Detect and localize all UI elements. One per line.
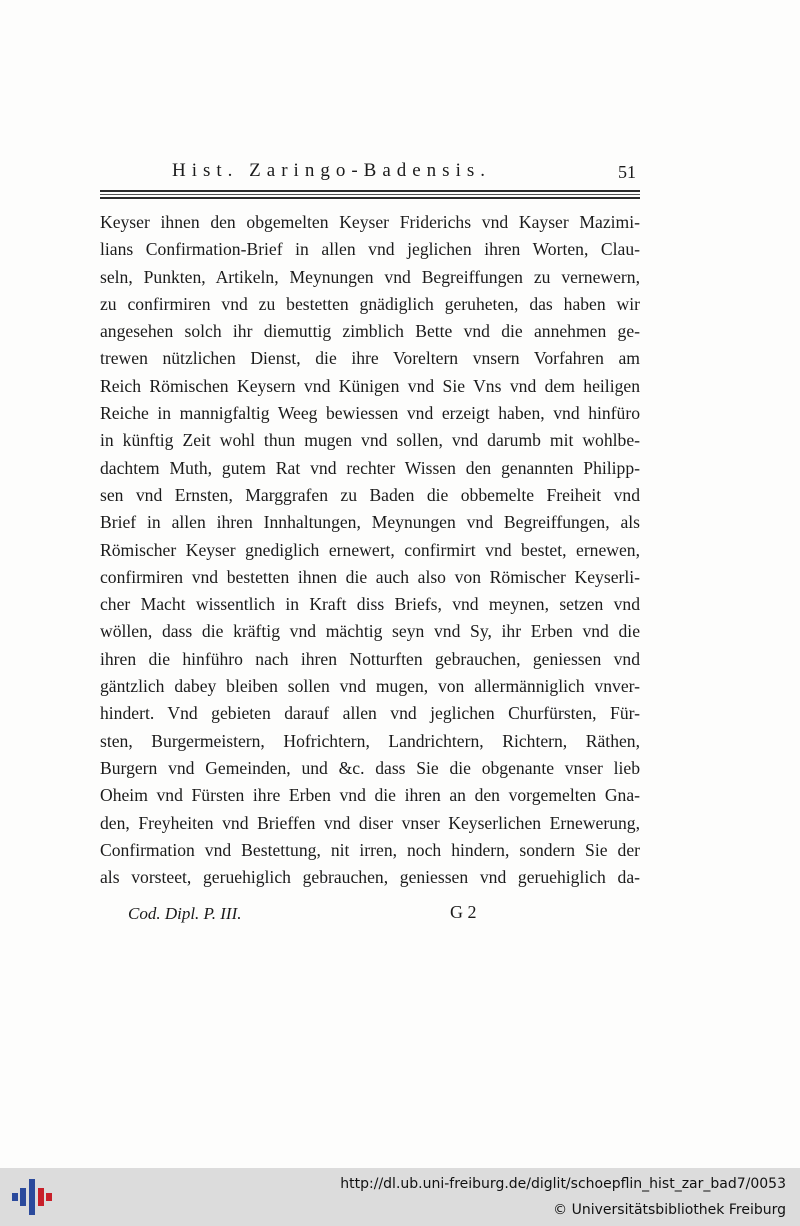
copyright-notice: © Universitätsbibliothek Freiburg <box>553 1202 786 1218</box>
text-line: sen vnd Ernsten, Marggrafen zu Baden die obbemelte Freiheit vnd <box>100 484 640 505</box>
text-line: confirmiren vnd bestetten ihnen die auch also von Römischer Keyserli- <box>100 566 640 587</box>
text-line: seln, Punkten, Artikeln, Meynungen vnd Begreiffungen zu vernewern, <box>100 266 640 287</box>
text-line: Reiche in mannigfaltig Weeg bewiessen vnd erzeigt haben, vnd hinfüro <box>100 403 640 424</box>
text-line: cher Macht wissentlich in Kraft diss Briefs, vnd meynen, setzen vnd <box>100 594 640 615</box>
text-line: dachtem Muth, gutem Rat vnd rechter Wissen den genannten Philipp- <box>100 457 640 478</box>
text-line: Brief in allen ihren Innhaltungen, Meynungen vnd Begreiffungen, als <box>100 512 640 533</box>
text-line: gäntzlich dabey bleiben sollen vnd mugen, von allermänniglich vnver- <box>100 676 640 697</box>
text-line: sten, Burgermeistern, Hofrichtern, Landrichtern, Richtern, Räthen, <box>100 730 640 751</box>
text-line: in künftig Zeit wohl thun mugen vnd sollen, vnd darumb mit wohlbe- <box>100 430 640 451</box>
viewer-bottom-bar <box>0 1168 800 1226</box>
header-rule-top <box>100 190 640 192</box>
text-line: Römischer Keyser gnediglich ernewert, confirmirt vnd bestet, ernewen, <box>100 539 640 560</box>
text-line: zu confirmiren vnd zu bestetten gnädiglich geruheten, das haben wir <box>100 293 640 314</box>
body-text <box>100 209 640 891</box>
page-number: 51 <box>618 162 636 182</box>
text-line: Burgern vnd Gemeinden, und &c. dass Sie die obgenante vnser lieb <box>100 757 640 778</box>
text-line: Confirmation vnd Bestettung, nit irren, noch hindern, sondern Sie der <box>100 839 640 860</box>
library-logo-icon[interactable] <box>12 1176 52 1218</box>
text-line: Reich Römischen Keysern vnd Künigen vnd Sie Vns vnd dem heiligen <box>100 375 640 396</box>
text-line: Keyser ihnen den obgemelten Keyser Friderichs vnd Kayser Mazimi- <box>100 212 640 232</box>
running-head <box>100 160 640 188</box>
header-rule-bottom <box>100 197 640 199</box>
text-line: wöllen, dass die kräftig vnd mächtig seyn vnd Sy, ihr Erben vnd die <box>100 621 640 642</box>
text-line: als vorsteet, geruehiglich gebrauchen, geniessen vnd geruehiglich da- <box>100 867 640 888</box>
signature-mark: Cod. Dipl. P. III. <box>128 904 242 923</box>
text-line: angesehen solch ihr diemuttig zimblich Bette vnd die annehmen ge- <box>100 321 640 342</box>
running-title: Hist. Zaringo-Badensis. <box>172 160 492 181</box>
text-line: Oheim vnd Fürsten ihre Erben vnd die ihren an den vorgemelten Gna- <box>100 785 640 806</box>
header-rule-middle <box>100 194 640 195</box>
text-line: hindert. Vnd gebieten darauf allen vnd jeglichen Churfürsten, Für- <box>100 703 640 724</box>
gathering-mark: G 2 <box>450 902 477 922</box>
text-line: trewen nützlichen Dienst, die ihre Voreltern vnsern Vorfahren am <box>100 348 640 369</box>
page-footer <box>100 900 640 930</box>
text-line: ihren die hinführo nach ihren Notturften gebrauchen, geniessen vnd <box>100 648 640 669</box>
text-line: den, Freyheiten vnd Brieffen vnd diser vnser Keyserlichen Ernewerung, <box>100 812 640 833</box>
document-url-link[interactable]: http://dl.ub.uni-freiburg.de/diglit/schoepflin_hist_zar_bad7/0053 <box>340 1176 786 1192</box>
text-line: lians Confirmation-Brief in allen vnd jeglichen ihren Worten, Clau- <box>100 239 640 260</box>
